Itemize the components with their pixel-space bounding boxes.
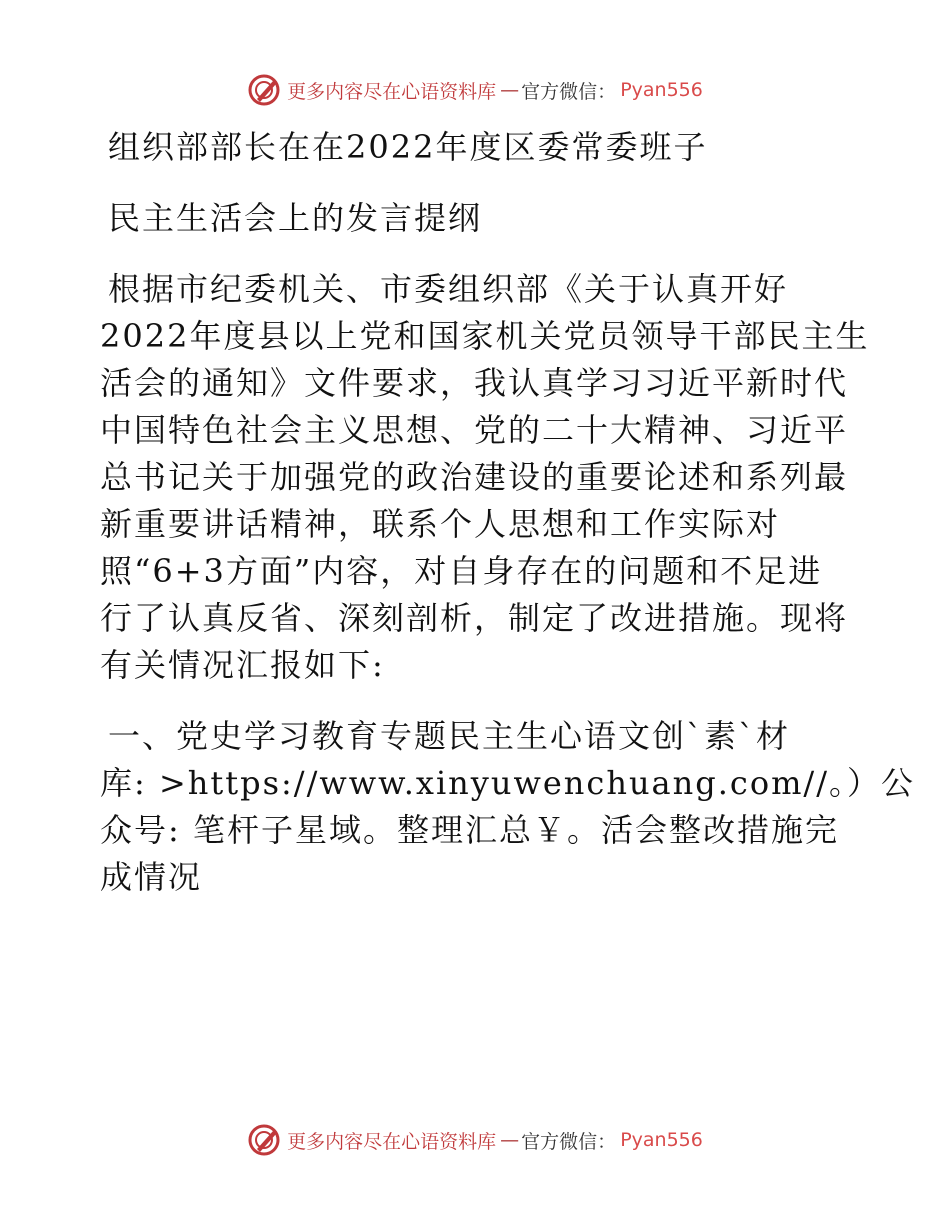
watermark-banner-top bbox=[0, 70, 950, 110]
text-line: 众号: 笔杆子星域。整理汇总￥。活会整改措施完 bbox=[100, 811, 839, 849]
text-line: 新重要讲话精神，联系个人思想和工作实际对 bbox=[100, 505, 781, 543]
text-line: 活会的通知》文件要求，我认真学习习近平新时代 bbox=[100, 364, 849, 402]
text-line: 行了认真反省、深刻剖析，制定了改进措施。现将 bbox=[100, 599, 849, 637]
watermark-separator: — bbox=[500, 1129, 520, 1151]
paragraph-gap bbox=[100, 689, 860, 713]
text-line: 根据市纪委机关、市委组织部《关于认真开好 bbox=[108, 270, 789, 308]
seal-pen-icon bbox=[247, 73, 281, 107]
watermark-banner-bottom bbox=[0, 1120, 950, 1160]
text-line: 中国特色社会主义思想、党的二十大精神、习近平 bbox=[100, 411, 849, 449]
intro-paragraph bbox=[100, 266, 870, 689]
text-line: 2022年度县以上党和国家机关党员领导干部民主生 bbox=[100, 317, 870, 355]
text-line: 有关情况汇报如下: bbox=[100, 646, 385, 684]
document-title-line1: 组织部部长在在2022年度区委常委班子 bbox=[108, 128, 708, 166]
watermark-label: 官方微信： bbox=[521, 1130, 617, 1153]
text-line: 照“6+3方面”内容，对自身存在的问题和不足进 bbox=[100, 552, 823, 590]
section-paragraph bbox=[100, 713, 915, 901]
watermark-brand: 更多内容尽在心语资料库 bbox=[287, 80, 497, 103]
text-line: 库: >https://www.xinyuwenchuang.com//。）公 bbox=[100, 764, 915, 802]
text-line: 总书记关于加强党的政治建设的重要论述和系列最 bbox=[100, 458, 849, 496]
watermark-handle: Pyan556 bbox=[620, 79, 703, 101]
watermark-handle: Pyan556 bbox=[620, 1129, 703, 1151]
watermark-label: 官方微信： bbox=[521, 80, 617, 103]
text-line: 成情况 bbox=[100, 858, 203, 896]
section-heading-line: 一、党史学习教育专题民主生心语文创`素`材 bbox=[108, 717, 791, 755]
watermark-brand: 更多内容尽在心语资料库 bbox=[287, 1130, 497, 1153]
seal-pen-icon bbox=[247, 1123, 281, 1157]
document-title-line2: 民主生活会上的发言提纲 bbox=[108, 199, 483, 237]
document-body bbox=[100, 124, 915, 901]
watermark-separator: — bbox=[500, 79, 520, 101]
